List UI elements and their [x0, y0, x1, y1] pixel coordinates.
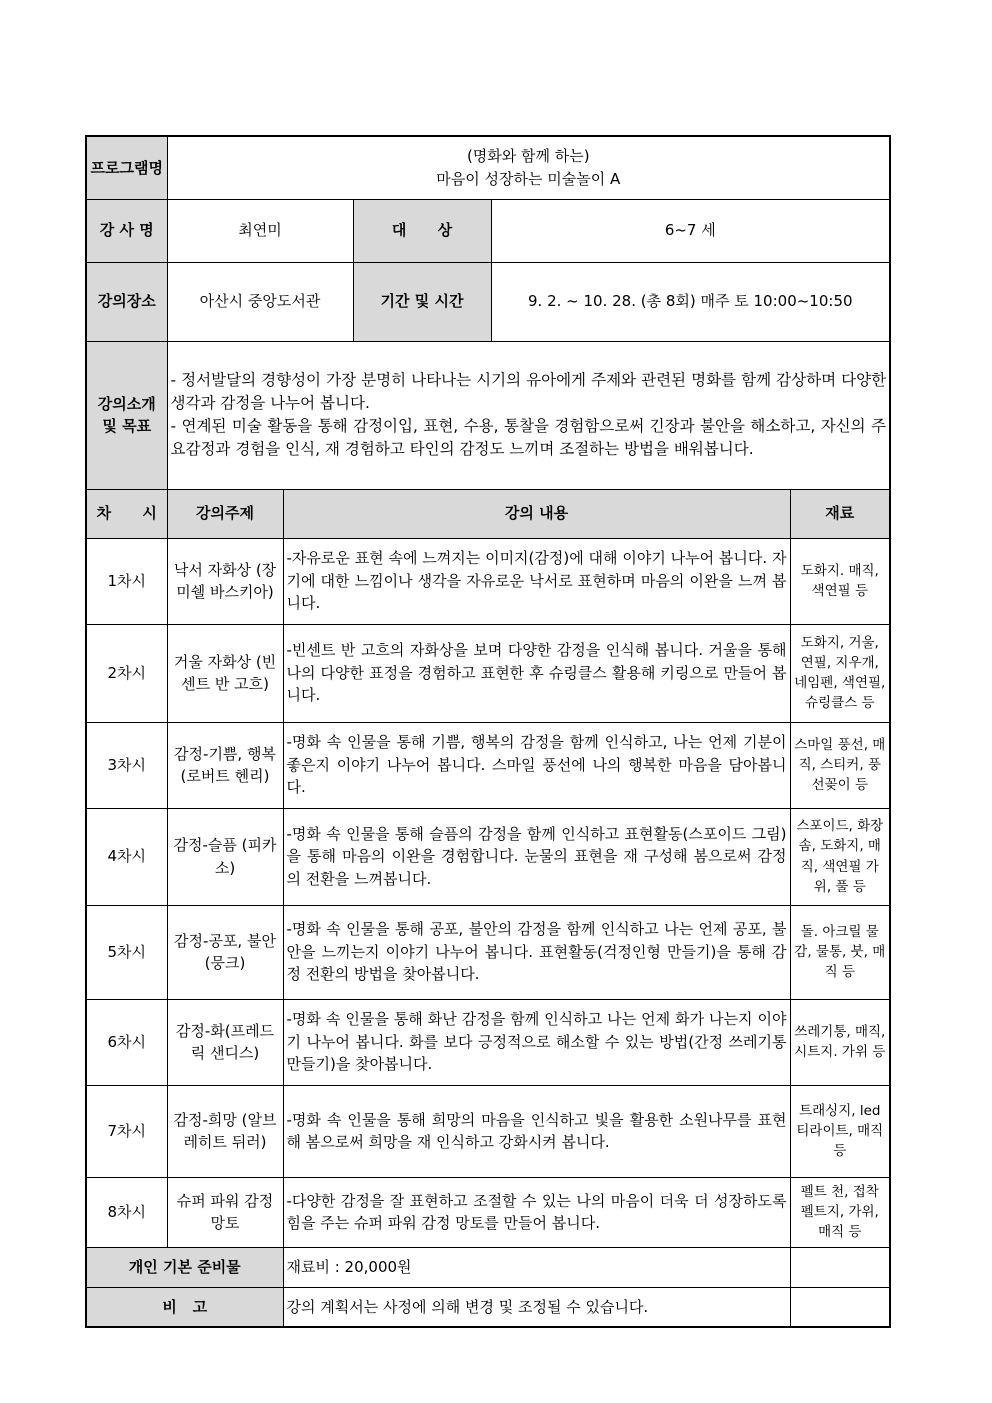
intro-line-2: - 연계된 미술 활동을 통해 감정이입, 표현, 수용, 통찰을 경험함으로써 긴장과 불안을 해소하고, 자신의 주요감정과 경험을 인식, 재 경험하고 타인의 감정도 느끼며 조절하는 방법을 배워봅니다.: [170, 417, 887, 459]
supplies-row: [86, 1247, 890, 1287]
period-value: 9. 2. ~ 10. 28. (총 8회) 매주 토 10:00~10:50: [491, 262, 890, 341]
session-row: [86, 905, 890, 999]
session-row: [86, 722, 890, 808]
audience-value: 6~7 세: [491, 199, 890, 262]
session-number: 8차시: [86, 1177, 167, 1247]
session-topic: 슈퍼 파워 감정 망토: [167, 1177, 283, 1247]
session-content: -빈센트 반 고흐의 자화상을 보며 다양한 감정을 인식해 봅니다. 거울을 통해 나의 다양한 표정을 경험하고 표현한 후 슈링클스 활용해 키링으로 만들어 봅니다.: [283, 624, 790, 722]
session-row: [86, 1085, 890, 1177]
session-content: -다양한 감정을 잘 표현하고 조절할 수 있는 나의 마음이 더욱 더 성장하도록 힘을 주는 슈퍼 파워 감정 망토를 만들어 봅니다.: [283, 1177, 790, 1247]
intro-line-1: - 정서발달의 경향성이 가장 분명히 나타나는 시기의 유아에게 주제와 관련된 명화를 함께 감상하며 다양한 생각과 감정을 나누어 봅니다.: [170, 370, 887, 412]
session-topic: 낙서 자화상 (장 미쉘 바스키아): [167, 538, 283, 624]
session-content: -명화 속 인물을 통해 희망의 마음을 인식하고 빛을 활용한 소원나무를 표현해 봄으로써 희망을 재 인식하고 강화시켜 봅니다.: [283, 1085, 790, 1177]
session-column-header: 차 시: [86, 489, 167, 538]
session-content: -명화 속 인물을 통해 기쁨, 행복의 감정을 함께 인식하고, 나는 언제 기분이 좋은지 이야기 나누어 봅니다. 스마일 풍선에 나의 행복한 마음을 담아봅니다.: [283, 722, 790, 808]
session-materials: 도화지. 매직, 색연필 등: [790, 538, 890, 624]
program-title: 마음이 성장하는 미술놀이 A: [436, 169, 621, 188]
session-number: 4차시: [86, 808, 167, 905]
session-number: 2차시: [86, 624, 167, 722]
program-label: 프로그램명: [86, 136, 167, 199]
session-row: [86, 808, 890, 905]
session-content: -자유로운 표현 속에 느껴지는 이미지(감정)에 대해 이야기 나누어 봅니다. 자기에 대한 느낌이나 생각을 자유로운 낙서로 표현하며 마음의 이완을 느껴 봅니다.: [283, 538, 790, 624]
supplies-empty-cell: [790, 1247, 890, 1287]
column-header-row: [86, 489, 890, 538]
remarks-label: 비 고: [86, 1287, 283, 1327]
program-row: [86, 136, 890, 199]
session-row: [86, 538, 890, 624]
session-content: -명화 속 인물을 통해 공포, 불안의 감정을 함께 인식하고 나는 언제 공포, 불안을 느끼는지 이야기 나누어 봅니다. 표현활동(걱정인형 만들기)을 통해 감정 전환의 방법을 찾아봅니다.: [283, 905, 790, 999]
session-materials: 스포이드, 화장솜, 도화지, 매직, 색연필 가위, 풀 등: [790, 808, 890, 905]
session-materials: 스마일 풍선, 매직, 스티커, 풍선꽂이 등: [790, 722, 890, 808]
venue-value: 아산시 중앙도서관: [167, 262, 353, 341]
session-content: -명화 속 인물을 통해 화난 감정을 함께 인식하고 나는 언제 화가 나는지 이야기 나누어 봅니다. 화를 보다 긍정적으로 해소할 수 있는 방법(간정 쓰레기통 만들기)을 찾아봅니다.: [283, 999, 790, 1085]
session-materials: 트래싱지, led 티라이트, 매직 등: [790, 1085, 890, 1177]
session-materials: 돌. 아크릴 물감, 물통, 붓, 매직 등: [790, 905, 890, 999]
session-topic: 감정-기쁨, 행복 (로버트 헨리): [167, 722, 283, 808]
session-number: 5차시: [86, 905, 167, 999]
session-materials: 펠트 천, 접착 펠트지, 가위, 매직 등: [790, 1177, 890, 1247]
program-title-cell: [167, 136, 890, 199]
session-content: -명화 속 인물을 통해 슬픔의 감정을 함께 인식하고 표현활동(스포이드 그림)을 통해 마음의 이완을 경험합니다. 눈물의 표현을 재 구성해 봄으로써 감정의 전환을 느껴봅니다.: [283, 808, 790, 905]
audience-label: 대 상: [353, 199, 491, 262]
content-column-header: 강의 내용: [283, 489, 790, 538]
session-number: 6차시: [86, 999, 167, 1085]
session-topic: 감정-희망 (알브레히트 뒤러): [167, 1085, 283, 1177]
materials-column-header: 재료: [790, 489, 890, 538]
instructor-value: 최연미: [167, 199, 353, 262]
intro-row: [86, 341, 890, 489]
session-topic: 거울 자화상 (빈센트 반 고흐): [167, 624, 283, 722]
supplies-value: 재료비 : 20,000원: [283, 1247, 790, 1287]
instructor-row: [86, 199, 890, 262]
session-materials: 도화지, 거울, 연필, 지우개, 네임펜, 색연필, 슈링클스 등: [790, 624, 890, 722]
session-number: 3차시: [86, 722, 167, 808]
session-materials: 쓰레기통, 매직, 시트지. 가위 등: [790, 999, 890, 1085]
session-topic: 감정-슬픔 (피카소): [167, 808, 283, 905]
supplies-label: 개인 기본 준비물: [86, 1247, 283, 1287]
remarks-value: 강의 계획서는 사정에 의해 변경 및 조정될 수 있습니다.: [283, 1287, 790, 1327]
session-row: [86, 624, 890, 722]
venue-label: 강의장소: [86, 262, 167, 341]
session-topic: 감정-공포, 불안 (뭉크): [167, 905, 283, 999]
period-label: 기간 및 시간: [353, 262, 491, 341]
program-subtitle: (명화와 함께 하는): [466, 147, 590, 166]
remarks-row: [86, 1287, 890, 1327]
lecture-plan-table: [85, 135, 891, 1328]
session-number: 1차시: [86, 538, 167, 624]
intro-label: 강의소개 및 목표: [86, 341, 167, 489]
session-topic: 감정-화(프레드릭 샌디스): [167, 999, 283, 1085]
topic-column-header: 강의주제: [167, 489, 283, 538]
session-number: 7차시: [86, 1085, 167, 1177]
instructor-label: 강 사 명: [86, 199, 167, 262]
venue-row: [86, 262, 890, 341]
remarks-empty-cell: [790, 1287, 890, 1327]
session-row: [86, 1177, 890, 1247]
intro-text-cell: [167, 341, 890, 489]
session-row: [86, 999, 890, 1085]
